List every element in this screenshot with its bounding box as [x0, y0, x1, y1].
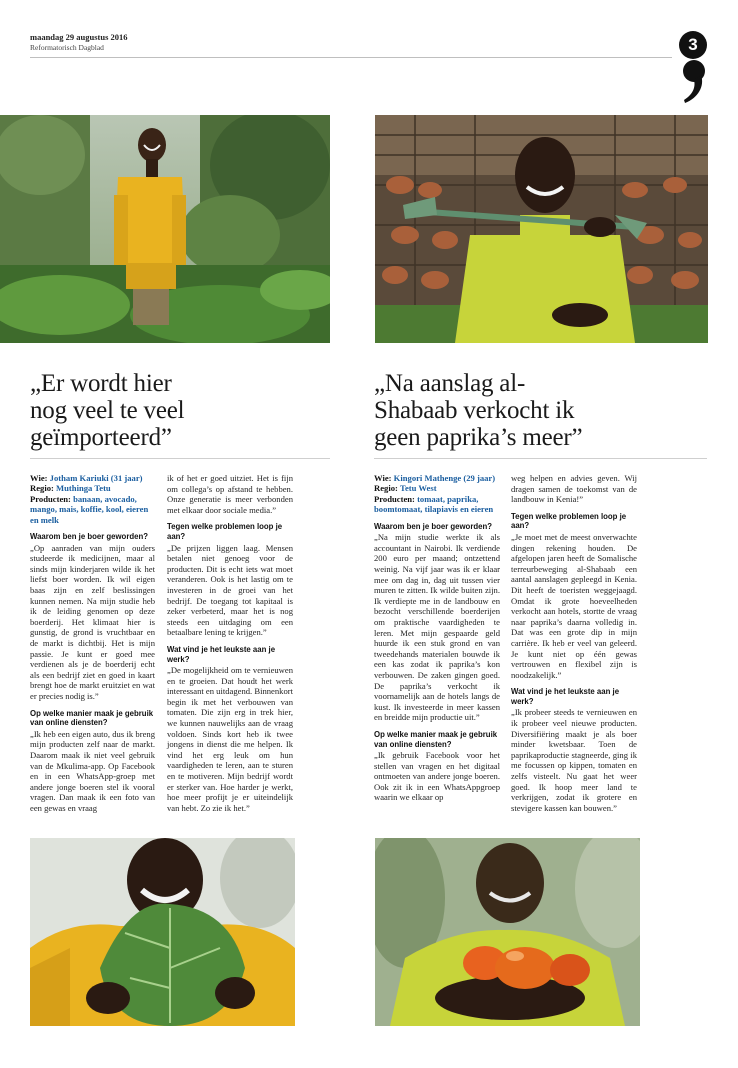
- answer-paragraph: „Ik gebruik Facebook voor het stellen van vragen en het digitaal ontmoeten van andere jonge boeren. Ook zit ik in een WhatsAppgroep waarin we elkaar op: [374, 750, 500, 803]
- left-column-2: [167, 473, 293, 813]
- right-headline: [374, 370, 704, 451]
- answer-paragraph: „Na mijn studie werkte ik als accountant in Nairobi. Ik verdiende 200 euro per maand; ontzettend weinig. Na vijf jaar was ik er klaar mee om dag in, dag uit tussen vier muren te zitten. Ik wilde buiten zijn. Ik verdiepte me in de landbouw en bezocht verschillende boerderijen om praktische vaardigheden te leren. Met mijn gespaarde geld huurde ik een stuk grond en van tweedehands materialen bouwde ik een kas zodat ik paprika’s kon verbouwen. De zaken gingen goed. De paprika’s verkocht ik voornamelijk aan de hotels langs de kust. Ik investeerde in meer kassen en breidde mijn productie uit.”: [374, 532, 500, 723]
- right-headline-line-3: geen paprika’s meer”: [374, 424, 583, 451]
- left-headline-line-1: „Er wordt hier: [30, 370, 172, 397]
- photo-kingori-tomatoes: [375, 838, 640, 1026]
- answer-paragraph: „Je moet met de meest onverwachte dingen rekening houden. De afgelopen jaren heeft de Somalische terreurbeweging al-Shabaab een aantal aanslagen gepleegd in Kenia. Dit heeft de toeristen weggejaagd. Omdat ik grote hoeveelheden verkocht aan hotels, stortte de vraag naar paprika’s daarna volledig in. Dat was een grote dip in mijn carrière. Ik heb er veel van geleerd. Je kunt niet op één gewas vertrouwen en flexibel zijn is noodzakelijk.”: [511, 531, 637, 680]
- photo-jotham-field: [0, 115, 330, 343]
- left-column-1: [30, 473, 155, 813]
- question: Waarom ben je boer geworden?: [30, 532, 148, 542]
- photo-kingori-coop: [375, 115, 708, 343]
- right-column-2: [511, 473, 637, 813]
- fact-label: Regio:: [374, 483, 398, 494]
- comma-logo-icon: [681, 58, 707, 104]
- answer-paragraph: „De prijzen liggen laag. Mensen betalen niet genoeg voor de producten. Dit is echt iets wat moet veranderen. Ook is het lastig om te investeren in de groei van het bedrijf. De toegang tot kapitaal is zeker verbeterd, maar het is nog steeds een uitdaging om een betaalbare lening te krijgen.”: [167, 542, 293, 638]
- answer-paragraph: „Op aanraden van mijn ouders studeerde ik medicijnen, maar al sinds mijn kinderjaren wilde ik het liefst boer worden. Ik wil eigen baas zijn en zelf beslissingen kunnen nemen. Na mijn studie heb ik de leiding genomen op deze boerderij. Het klimaat hier is gunstig, de grond is vruchtbaar en de markt is dichtbij. Het is mijn passie. Je kunt er goed mee verdienen als je de boerderij echt als een bedrijf ziet en goed in kaart brengt hoe de markt eruitziet en wat er precies nodig is.”: [30, 542, 155, 701]
- right-factbox: [374, 473, 500, 515]
- question: Op welke manier maak je gebruik van online diensten?: [374, 729, 498, 749]
- right-fact-who: Kingori Mathenge (29 jaar): [393, 473, 496, 483]
- page-number: 3: [679, 31, 707, 59]
- fact-label: Producten:: [30, 493, 71, 504]
- left-headline-rule: [30, 458, 330, 459]
- right-fact-region: Tetu West: [400, 483, 437, 494]
- fact-label: Producten:: [374, 493, 415, 504]
- left-headline-line-2: nog veel te veel: [30, 397, 185, 424]
- question: Wat vind je het leukste aan je werk?: [511, 687, 620, 706]
- right-column-1: [374, 473, 500, 803]
- question: Tegen welke problemen loop je aan?: [167, 522, 283, 541]
- fact-label: Regio:: [30, 483, 54, 494]
- right-headline-rule: [374, 458, 707, 459]
- left-headline-line-3: geïmporteerd”: [30, 424, 172, 451]
- question: Tegen welke problemen loop je aan?: [511, 511, 627, 531]
- right-headline-line-1: „Na aanslag al-: [374, 370, 526, 397]
- question: Wat vind je het leukste aan je werk?: [167, 644, 276, 664]
- top-rule: [30, 57, 672, 58]
- answer-paragraph: ik of het er goed uitziet. Het is fijn om collega’s op afstand te hebben. Onze generatie is meer verbonden met elkaar door sociale media.”: [167, 473, 293, 515]
- answer-paragraph: „Ik probeer steeds te vernieuwen en ik probeer veel nieuwe producten. Diversifiëring maakt je als boer minder kwetsbaar. Toen de paprikaproductie stagneerde, ging ik me focussen op kippen, tomaten en zelfs visteelt. Nu gaat het weer goed. Ik hoop meer land te verkrijgen, zodat ik grotere en stevigere kassen kan bouwen.”: [511, 707, 637, 813]
- right-headline-line-2: Shabaab verkocht ik: [374, 397, 575, 424]
- left-factbox: [30, 473, 155, 525]
- left-headline: [30, 370, 340, 451]
- page-date: maandag 29 augustus 2016: [30, 32, 128, 42]
- fact-label: Wie:: [30, 473, 48, 483]
- newspaper-name: Reformatorisch Dagblad: [30, 43, 104, 52]
- left-fact-region: Muthinga Tetu: [56, 483, 111, 494]
- answer-paragraph: weg helpen en advies geven. Wij dragen samen de toekomst van de landbouw in Kenia!”: [511, 473, 637, 505]
- left-fact-who: Jotham Kariuki (31 jaar): [49, 473, 143, 483]
- answer-paragraph: „Ik heb een eigen auto, dus ik breng mijn producten zelf naar de markt. Daarom maak ik niet veel gebruik van de Mkulima-app. Op Facebook en in een WhatsApp-groep met andere jonge boeren stel ik vooral vragen. Dan maak ik een foto van een gewas en vraag: [30, 728, 155, 813]
- left-fact-products: banaan, avocado, mango, mais, koffie, kool, eieren en melk: [30, 493, 149, 525]
- fact-label: Wie:: [374, 473, 392, 483]
- answer-paragraph: „De mogelijkheid om te vernieuwen en te groeien. Dat houdt het werk interessant en uitdagend. Binnenkort begin ik met het verbouwen van tomaten. Die zijn erg in trek hier, we kunnen nauwelijks aan de vraag voldoen. Sinds kort heb ik twee jongens in dienst die me helpen. Ik vind het erg leuk om hun vaardigheden te leren, aan te sturen en te motiveren. Mijn bedrijf wordt er sterker van. Hoe harder je werkt, hoe meer profijt je er uiteindelijk van hebt. Zo zie ik het.”: [167, 665, 294, 813]
- question: Waarom ben je boer geworden?: [374, 521, 492, 531]
- question: Op welke manier maak je gebruik van online diensten?: [30, 708, 154, 728]
- photo-jotham-cabbage: [30, 838, 295, 1026]
- right-fact-products: tomaat, paprika, boomtomaat, tilapiavis en eieren: [374, 493, 494, 515]
